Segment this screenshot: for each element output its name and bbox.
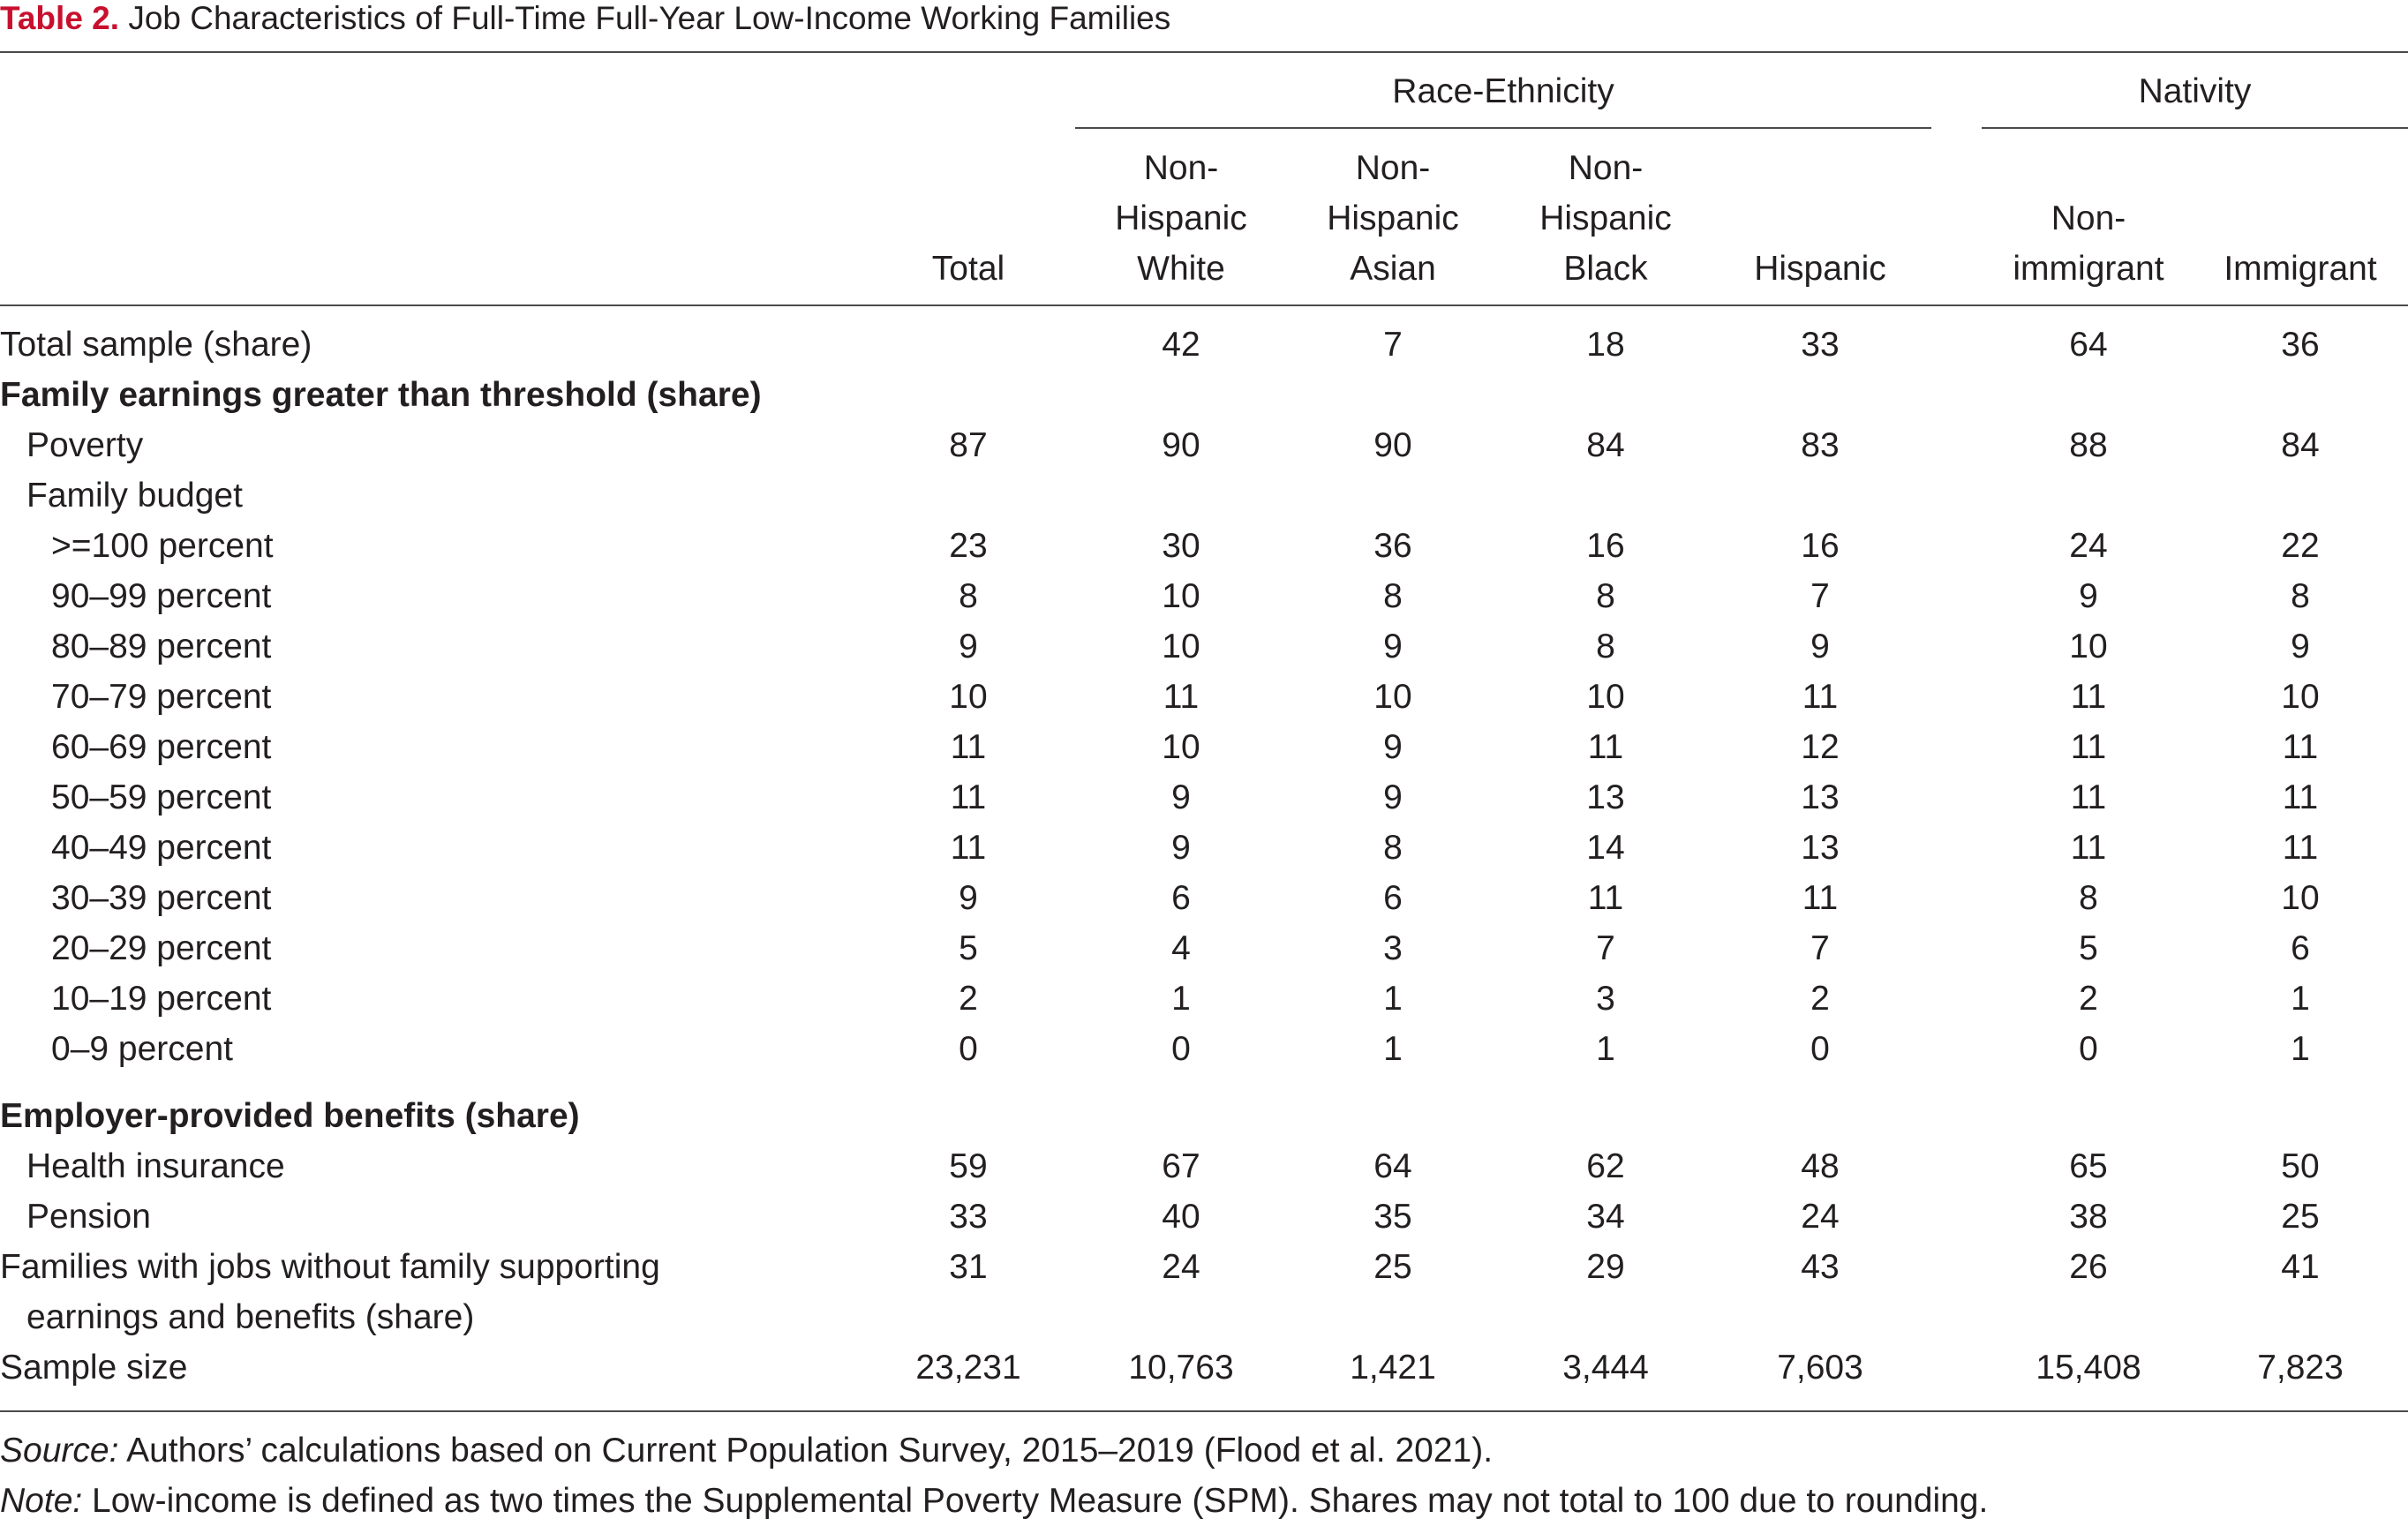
group-header-nativity: Nativity <box>2138 72 2252 110</box>
source-text: Authors’ calculations based on Current Population Survey, 2015–2019 (Flood et al. 2021). <box>118 1432 1494 1470</box>
cell-nhw: 1 <box>1171 980 1191 1018</box>
cell-nonimm: 24 <box>2069 527 2108 565</box>
cell-nhw: 4 <box>1171 929 1191 967</box>
cell-total: 8 <box>959 577 978 615</box>
cell-imm: 22 <box>2281 527 2320 565</box>
row-label: Sample size <box>0 1349 188 1387</box>
cell-nhb: 84 <box>1586 426 1625 464</box>
top-rule <box>0 51 2408 53</box>
cell-nhw: 9 <box>1171 829 1191 867</box>
row-label: 30–39 percent <box>51 879 272 917</box>
cell-total: 9 <box>959 628 978 665</box>
cell-imm: 11 <box>2282 778 2319 816</box>
header-rule <box>0 304 2408 306</box>
cell-total <box>867 319 1070 370</box>
cell-nhw: 0 <box>1171 1030 1191 1068</box>
cell-nhw: 11 <box>1163 678 1200 716</box>
cell-nhb: 11 <box>1587 728 1624 766</box>
column-header-nha <box>1291 143 1494 294</box>
cell-total: 23 <box>949 527 988 565</box>
cell-imm: 11 <box>2282 829 2319 867</box>
row-label: Families with jobs without family supporting <box>0 1248 660 1286</box>
cell-nonimm: 0 <box>2079 1030 2098 1068</box>
cell-imm: 10 <box>2281 879 2320 917</box>
cell-imm: 6 <box>2291 929 2310 967</box>
cell-hisp: 11 <box>1802 879 1839 917</box>
cell-imm: 10 <box>2281 678 2320 716</box>
row-label: 70–79 percent <box>51 678 272 716</box>
cell-nhw: 9 <box>1171 778 1191 816</box>
table-caption <box>0 0 1170 37</box>
cell-hisp: 13 <box>1801 829 1840 867</box>
cell-nhb: 1 <box>1596 1030 1615 1068</box>
cell-nha: 1 <box>1383 980 1403 1018</box>
cell-nhb: 62 <box>1586 1147 1625 1185</box>
table-title: Job Characteristics of Full-Time Full-Year Low-Income Working Families <box>128 0 1171 36</box>
cell-hisp: 33 <box>1801 326 1840 364</box>
column-header-nhb <box>1504 143 1707 294</box>
column-header-line: Non- <box>1355 149 1431 187</box>
cell-total: 11 <box>950 829 987 867</box>
column-header-nhw <box>1080 143 1283 294</box>
section-heading: Employer-provided benefits (share) <box>0 1097 580 1135</box>
column-header-line: Non- <box>1568 149 1644 187</box>
row-label: Poverty <box>26 426 144 464</box>
cell-nha: 25 <box>1373 1248 1412 1286</box>
cell-hisp: 0 <box>1810 1030 1830 1068</box>
cell-imm: 84 <box>2281 426 2320 464</box>
cell-nhw: 40 <box>1162 1198 1200 1236</box>
note-text: Low-income is defined as two times the Supplemental Poverty Measure (SPM). Shares may not total to 100 due to rounding. <box>82 1482 1989 1520</box>
bottom-rule <box>0 1410 2408 1412</box>
source-note <box>0 1425 1493 1476</box>
cell-nonimm: 65 <box>2069 1147 2108 1185</box>
cell-nonimm: 11 <box>2070 778 2107 816</box>
cell-nonimm: 9 <box>2079 577 2098 615</box>
row-label: 60–69 percent <box>51 728 272 766</box>
cell-total: 31 <box>949 1248 988 1286</box>
column-header-total <box>867 244 1070 294</box>
column-header-line: Hispanic <box>1539 199 1672 237</box>
cell-hisp: 7 <box>1810 929 1830 967</box>
cell-total: 33 <box>949 1198 988 1236</box>
cell-nonimm: 11 <box>2070 829 2107 867</box>
row-label: 90–99 percent <box>51 577 272 615</box>
cell-hisp: 43 <box>1801 1248 1840 1286</box>
cell-nhb: 14 <box>1586 829 1625 867</box>
column-header-hisp <box>1719 244 1922 294</box>
source-label: Source: <box>0 1432 119 1470</box>
column-header-nonimm <box>1987 193 2190 294</box>
cell-nha: 1,421 <box>1350 1349 1436 1387</box>
column-header-line: Hispanic <box>1115 199 1247 237</box>
cell-nhb: 3,444 <box>1562 1349 1649 1387</box>
cell-nonimm: 64 <box>2069 326 2108 364</box>
group-header-race-ethnicity: Race-Ethnicity <box>1392 72 1614 110</box>
column-header-line: Hispanic <box>1327 199 1459 237</box>
cell-total: 10 <box>949 678 988 716</box>
cell-nhw: 10 <box>1162 628 1200 665</box>
row-label: 10–19 percent <box>51 980 272 1018</box>
cell-nhw: 90 <box>1162 426 1200 464</box>
cell-nha: 9 <box>1383 728 1403 766</box>
row-label: 40–49 percent <box>51 829 272 867</box>
cell-nha: 36 <box>1373 527 1412 565</box>
cell-nonimm: 11 <box>2070 728 2107 766</box>
row-label: earnings and benefits (share) <box>26 1298 475 1336</box>
cell-imm: 36 <box>2281 326 2320 364</box>
column-header-line: Immigrant <box>2224 250 2377 288</box>
group-rule-race-ethnicity <box>1075 127 1931 129</box>
section-heading: Family earnings greater than threshold (share) <box>0 376 762 414</box>
cell-nhw: 67 <box>1162 1147 1200 1185</box>
row-label: Total sample (share) <box>0 326 312 364</box>
cell-imm: 8 <box>2291 577 2310 615</box>
column-header-line: Total <box>931 250 1005 288</box>
cell-nhb: 16 <box>1586 527 1625 565</box>
cell-nha: 3 <box>1383 929 1403 967</box>
cell-nha: 8 <box>1383 577 1403 615</box>
cell-nhb: 18 <box>1586 326 1625 364</box>
cell-imm: 11 <box>2282 728 2319 766</box>
cell-nhb: 8 <box>1596 577 1615 615</box>
cell-total: 2 <box>959 980 978 1018</box>
cell-nhb: 34 <box>1586 1198 1625 1236</box>
cell-hisp: 2 <box>1810 980 1830 1018</box>
table-label: Table 2. <box>0 0 120 36</box>
cell-hisp: 9 <box>1810 628 1830 665</box>
column-header-line: Hispanic <box>1754 250 1886 288</box>
cell-nhb: 29 <box>1586 1248 1625 1286</box>
column-header-imm <box>2199 244 2402 294</box>
cell-imm: 9 <box>2291 628 2310 665</box>
row-label: 50–59 percent <box>51 778 272 816</box>
cell-nha: 9 <box>1383 778 1403 816</box>
cell-nonimm: 5 <box>2079 929 2098 967</box>
cell-nha: 10 <box>1373 678 1412 716</box>
cell-nhw: 10,763 <box>1128 1349 1234 1387</box>
row-label: Family budget <box>26 477 243 515</box>
cell-total: 11 <box>950 728 987 766</box>
cell-nha: 8 <box>1383 829 1403 867</box>
cell-nhw: 10 <box>1162 728 1200 766</box>
cell-nhb: 13 <box>1586 778 1625 816</box>
cell-hisp: 7 <box>1810 577 1830 615</box>
cell-hisp: 13 <box>1801 778 1840 816</box>
column-header-line: Non- <box>1143 149 1219 187</box>
cell-imm: 41 <box>2281 1248 2320 1286</box>
cell-nhb: 8 <box>1596 628 1615 665</box>
cell-nonimm: 26 <box>2069 1248 2108 1286</box>
column-header-line: White <box>1137 250 1225 288</box>
cell-nha: 1 <box>1383 1030 1403 1068</box>
column-header-line: Non- <box>2051 199 2126 237</box>
cell-nhw: 42 <box>1162 326 1200 364</box>
cell-nhw: 30 <box>1162 527 1200 565</box>
cell-total: 0 <box>959 1030 978 1068</box>
cell-imm: 1 <box>2291 980 2310 1018</box>
cell-hisp: 11 <box>1802 678 1839 716</box>
column-header-line: Black <box>1563 250 1648 288</box>
cell-imm: 7,823 <box>2257 1349 2344 1387</box>
cell-nhb: 3 <box>1596 980 1615 1018</box>
cell-nonimm: 10 <box>2069 628 2108 665</box>
cell-nonimm: 15,408 <box>2036 1349 2141 1387</box>
cell-nhb: 11 <box>1587 879 1624 917</box>
cell-total: 59 <box>949 1147 988 1185</box>
cell-nha: 7 <box>1383 326 1403 364</box>
cell-hisp: 16 <box>1801 527 1840 565</box>
cell-nhb: 7 <box>1596 929 1615 967</box>
cell-nhw: 24 <box>1162 1248 1200 1286</box>
cell-imm: 25 <box>2281 1198 2320 1236</box>
cell-total: 9 <box>959 879 978 917</box>
cell-nonimm: 88 <box>2069 426 2108 464</box>
cell-nonimm: 2 <box>2079 980 2098 1018</box>
cell-total: 23,231 <box>915 1349 1021 1387</box>
cell-hisp: 7,603 <box>1777 1349 1863 1387</box>
row-label: 20–29 percent <box>51 929 272 967</box>
cell-nonimm: 38 <box>2069 1198 2108 1236</box>
cell-hisp: 12 <box>1801 728 1840 766</box>
cell-total: 87 <box>949 426 988 464</box>
row-label: >=100 percent <box>51 527 274 565</box>
column-header-line: Asian <box>1350 250 1436 288</box>
cell-nha: 9 <box>1383 628 1403 665</box>
note-label: Note: <box>0 1482 83 1520</box>
column-header-line: immigrant <box>2013 250 2164 288</box>
cell-total: 11 <box>950 778 987 816</box>
cell-hisp: 83 <box>1801 426 1840 464</box>
cell-hisp: 24 <box>1801 1198 1840 1236</box>
row-label: 0–9 percent <box>51 1030 233 1068</box>
row-label: Health insurance <box>26 1147 285 1185</box>
cell-imm: 50 <box>2281 1147 2320 1185</box>
cell-nhw: 6 <box>1171 879 1191 917</box>
cell-nha: 64 <box>1373 1147 1412 1185</box>
cell-nha: 35 <box>1373 1198 1412 1236</box>
definition-note <box>0 1476 1988 1526</box>
cell-nha: 90 <box>1373 426 1412 464</box>
cell-imm: 1 <box>2291 1030 2310 1068</box>
cell-total: 5 <box>959 929 978 967</box>
cell-nonimm: 8 <box>2079 879 2098 917</box>
row-label: Pension <box>26 1198 151 1236</box>
cell-nonimm: 11 <box>2070 678 2107 716</box>
cell-nhb: 10 <box>1586 678 1625 716</box>
cell-nhw: 10 <box>1162 577 1200 615</box>
cell-hisp: 48 <box>1801 1147 1840 1185</box>
row-label: 80–89 percent <box>51 628 272 665</box>
cell-nha: 6 <box>1383 879 1403 917</box>
group-rule-nativity <box>1982 127 2408 129</box>
